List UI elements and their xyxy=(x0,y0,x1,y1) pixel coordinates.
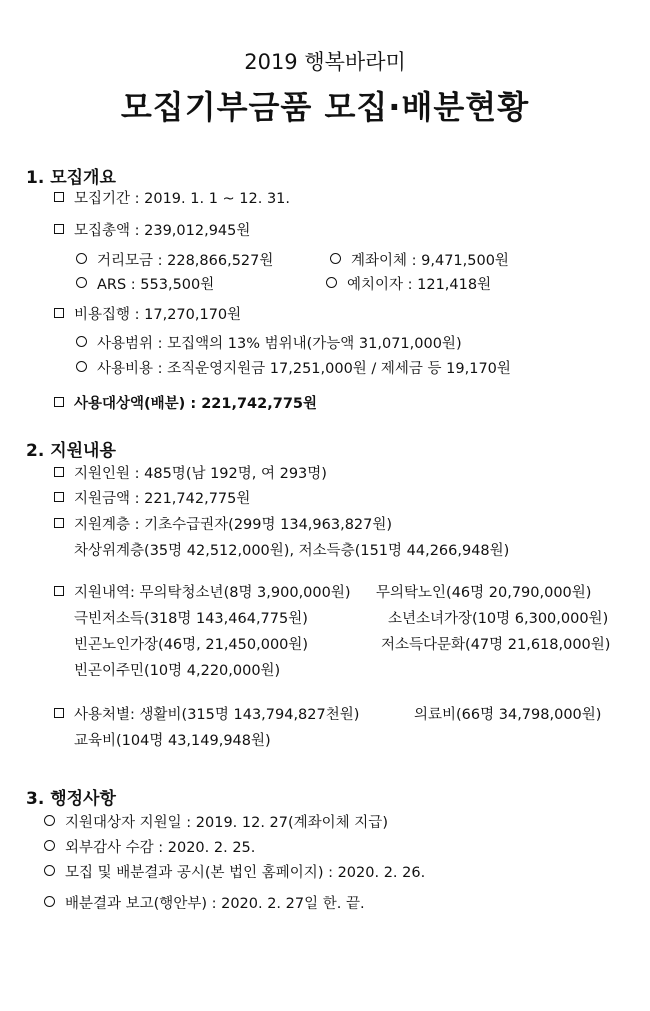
amount-item xyxy=(54,490,250,508)
street-text: 거리모금 : 228,866,527원 xyxy=(97,253,274,269)
main-title: 모집기부금품 모집·배분현황 xyxy=(120,88,530,126)
circle-bullet-icon xyxy=(44,896,55,907)
interest-text: 예치이자 : 121,418원 xyxy=(347,277,492,293)
detail-b2: 소년소녀가장(10명 6,300,000원) xyxy=(388,611,609,627)
circle-bullet-icon xyxy=(326,277,337,288)
target-amount-item xyxy=(54,395,317,413)
detail-a1: 지원내역: 무의탁청소년(8명 3,900,000원) xyxy=(74,585,351,601)
circle-bullet-icon xyxy=(44,865,55,876)
usage-a2: 의료비(66명 34,798,000원) xyxy=(414,707,602,723)
square-bullet-icon xyxy=(54,586,64,596)
usage-b1: 교육비(104명 43,149,948원) xyxy=(74,733,271,749)
circle-bullet-icon xyxy=(44,840,55,851)
ars-text: ARS : 553,500원 xyxy=(97,277,215,293)
detail-b1: 극빈저소득(318명 143,464,775원) xyxy=(74,611,308,627)
cost-item xyxy=(76,360,511,378)
circle-bullet-icon xyxy=(76,336,87,347)
ars-item xyxy=(76,276,214,294)
square-bullet-icon xyxy=(54,397,64,407)
square-bullet-icon xyxy=(54,192,64,202)
class-text-2: 차상위계층(35명 42,512,000원), 저소득층(151명 44,266,948원) xyxy=(74,543,510,559)
admin-text-4: 배분결과 보고(행안부) : 2020. 2. 27일 한. 끝. xyxy=(65,896,365,912)
detail-d1: 빈곤이주민(10명 4,220,000원) xyxy=(74,663,281,679)
cost-text: 사용비용 : 조직운영지원금 17,251,000원 / 제세금 등 19,170원 xyxy=(97,361,511,377)
detail-c1: 빈곤노인가장(46명, 21,450,000원) xyxy=(74,637,309,653)
admin-item-3 xyxy=(44,864,425,882)
target-amount-text: 사용대상액(배분) : 221,742,775원 xyxy=(74,396,318,412)
admin-item-4 xyxy=(44,895,365,913)
transfer-text: 계좌이체 : 9,471,500원 xyxy=(351,253,509,269)
square-bullet-icon xyxy=(54,492,64,502)
usage-item xyxy=(54,706,359,724)
people-text: 지원인원 : 485명(남 192명, 여 293명) xyxy=(74,466,327,482)
period-text: 모집기간 : 2019. 1. 1 ~ 12. 31. xyxy=(74,191,291,207)
interest-item xyxy=(326,276,491,294)
circle-bullet-icon xyxy=(76,277,87,288)
square-bullet-icon xyxy=(54,308,64,318)
class-text-1: 지원계층 : 기초수급권자(299명 134,963,827원) xyxy=(74,517,393,533)
amount-text: 지원금액 : 221,742,775원 xyxy=(74,491,251,507)
detail-a2: 무의탁노인(46명 20,790,000원) xyxy=(376,585,592,601)
admin-text-1: 지원대상자 지원일 : 2019. 12. 27(계좌이체 지급) xyxy=(65,815,388,831)
total-text: 모집총액 : 239,012,945원 xyxy=(74,223,251,239)
year-title: 2019 행복바라미 xyxy=(244,50,406,74)
section-1-heading: 1. 모집개요 xyxy=(26,168,116,188)
square-bullet-icon xyxy=(54,224,64,234)
admin-text-2: 외부감사 수감 : 2020. 2. 25. xyxy=(65,840,256,856)
admin-item-1 xyxy=(44,814,388,832)
section-2-heading: 2. 지원내용 xyxy=(26,441,116,461)
street-item xyxy=(76,252,273,270)
usage-a1: 사용처별: 생활비(315명 143,794,827천원) xyxy=(74,707,360,723)
people-item xyxy=(54,465,327,483)
scope-item xyxy=(76,335,462,353)
detail-item xyxy=(54,584,351,602)
detail-c2: 저소득다문화(47명 21,618,000원) xyxy=(381,637,611,653)
transfer-item xyxy=(330,252,509,270)
admin-item-2 xyxy=(44,839,255,857)
admin-text-3: 모집 및 배분결과 공시(본 법인 홈페이지) : 2020. 2. 26. xyxy=(65,865,426,881)
circle-bullet-icon xyxy=(76,361,87,372)
scope-text: 사용범위 : 모집액의 13% 범위내(가능액 31,071,000원) xyxy=(97,336,462,352)
expense-item xyxy=(54,306,241,324)
circle-bullet-icon xyxy=(330,253,341,264)
period-item xyxy=(54,190,290,208)
class-item xyxy=(54,516,392,534)
square-bullet-icon xyxy=(54,518,64,528)
section-3-heading: 3. 행정사항 xyxy=(26,789,116,809)
circle-bullet-icon xyxy=(44,815,55,826)
total-item xyxy=(54,222,250,240)
circle-bullet-icon xyxy=(76,253,87,264)
square-bullet-icon xyxy=(54,467,64,477)
expense-text: 비용집행 : 17,270,170원 xyxy=(74,307,242,323)
square-bullet-icon xyxy=(54,708,64,718)
